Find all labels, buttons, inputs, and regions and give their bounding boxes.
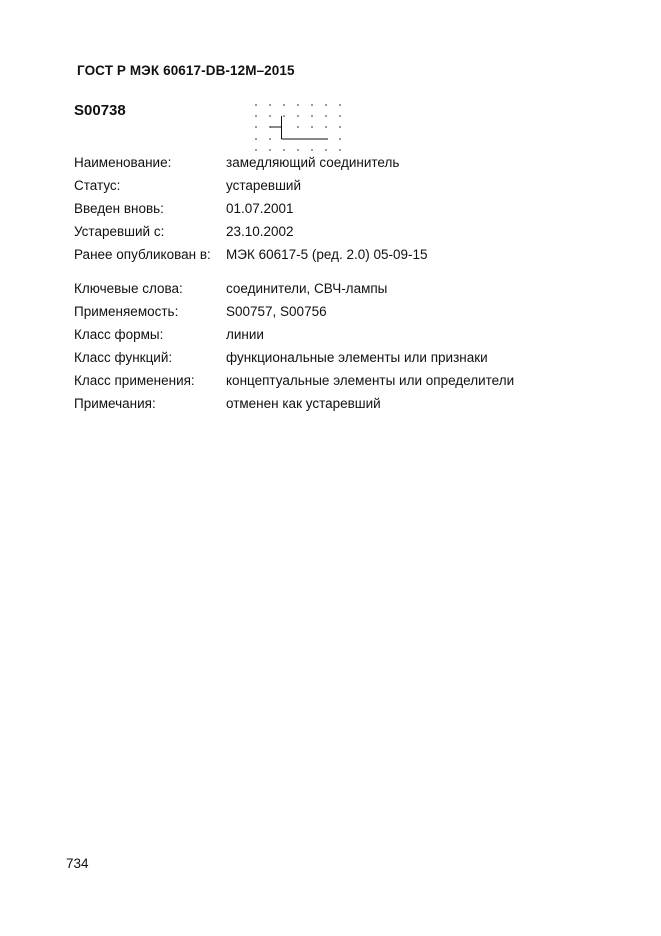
property-label: Ключевые слова: [74,281,183,296]
property-value: отменен как устаревший [226,396,381,411]
property-label: Статус: [74,178,121,193]
property-label: Устаревший с: [74,224,165,239]
property-label: Примечания: [74,396,156,411]
property-label: Класс применения: [74,373,195,388]
property-value: устаревший [226,178,301,193]
delay-connector-symbol-icon [250,99,346,155]
property-value: МЭК 60617-5 (ред. 2.0) 05-09-15 [226,247,428,262]
property-label: Наименование: [74,155,172,170]
property-label: Введен вновь: [74,201,164,216]
property-value: функциональные элементы или признаки [226,350,488,365]
page-number: 734 [66,856,89,871]
property-value: S00757, S00756 [226,304,327,319]
property-value: концептуальные элементы или определители [226,373,515,388]
property-value: линии [226,327,264,342]
property-value: замедляющий соединитель [226,155,400,170]
property-label: Применяемость: [74,304,179,319]
property-value: соединители, СВЧ-лампы [226,281,388,296]
document-header: ГОСТ Р МЭК 60617-DB-12M–2015 [77,63,295,78]
symbol-figure [250,99,346,160]
property-value: 01.07.2001 [226,201,294,216]
property-label: Класс функций: [74,350,173,365]
symbol-id: S00738 [74,102,126,119]
property-label: Ранее опубликован в: [74,247,211,262]
property-value: 23.10.2002 [226,224,294,239]
property-label: Класс формы: [74,327,164,342]
